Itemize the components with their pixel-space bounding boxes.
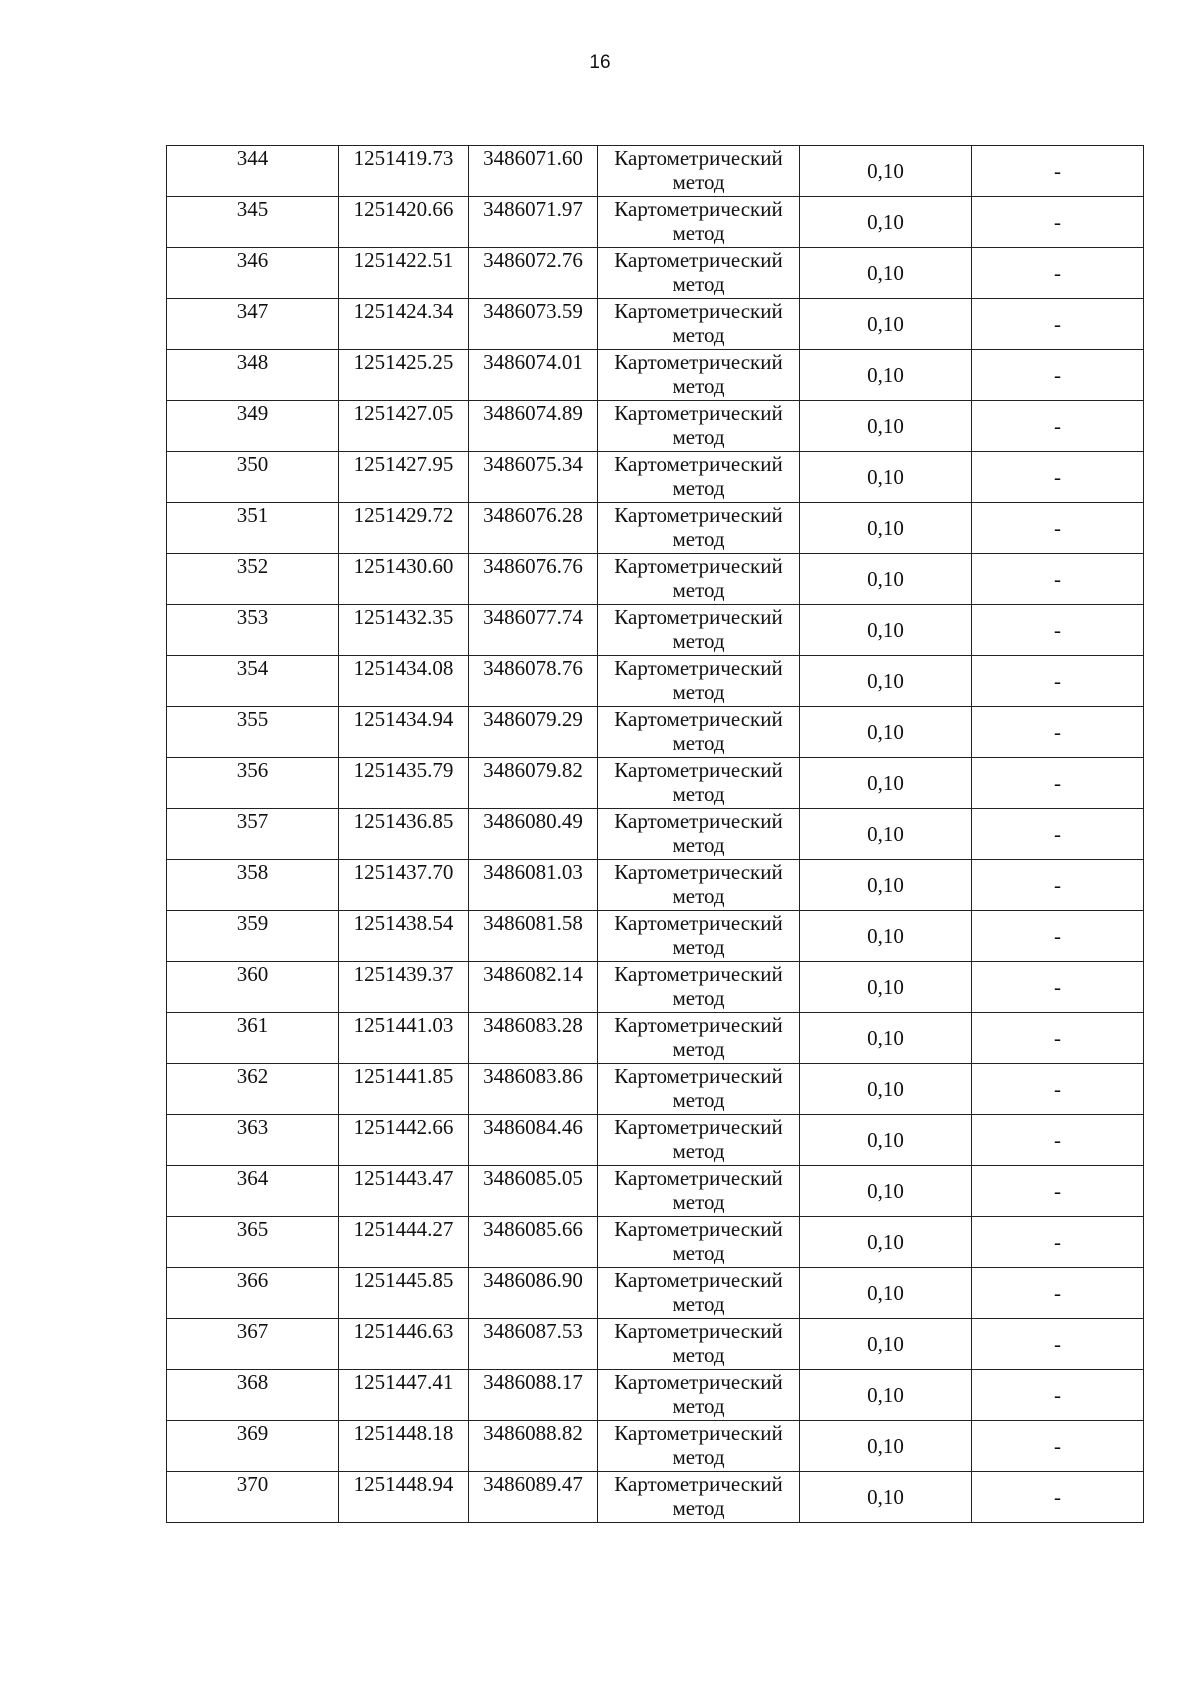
coordinates-table xyxy=(166,145,1144,1523)
note-cell: - xyxy=(972,1115,1144,1166)
method-line-2: метод xyxy=(672,1343,725,1367)
note-cell: - xyxy=(972,299,1144,350)
x-coordinate-cell: 1251441.85 xyxy=(339,1064,469,1115)
accuracy-cell: 0,10 xyxy=(800,146,972,197)
accuracy-cell: 0,10 xyxy=(800,248,972,299)
method-line-2: метод xyxy=(672,1445,725,1469)
method-line-1: Картометрический xyxy=(614,707,783,731)
method-cell xyxy=(598,1115,800,1166)
point-number-cell: 367 xyxy=(167,1319,339,1370)
method-line-2: метод xyxy=(672,272,725,296)
method-line-2: метод xyxy=(672,476,725,500)
accuracy-cell: 0,10 xyxy=(800,1217,972,1268)
point-number-cell: 351 xyxy=(167,503,339,554)
method-line-2: метод xyxy=(672,425,725,449)
method-line-2: метод xyxy=(672,782,725,806)
x-coordinate-cell: 1251441.03 xyxy=(339,1013,469,1064)
method-cell xyxy=(598,146,800,197)
y-coordinate-cell: 3486085.05 xyxy=(469,1166,598,1217)
note-cell: - xyxy=(972,248,1144,299)
table-row xyxy=(167,860,1144,911)
table-row xyxy=(167,299,1144,350)
x-coordinate-cell: 1251425.25 xyxy=(339,350,469,401)
table-row xyxy=(167,1472,1144,1523)
x-coordinate-cell: 1251443.47 xyxy=(339,1166,469,1217)
note-cell: - xyxy=(972,1472,1144,1523)
method-cell xyxy=(598,197,800,248)
method-cell xyxy=(598,605,800,656)
method-line-1: Картометрический xyxy=(614,605,783,629)
method-line-1: Картометрический xyxy=(614,1166,783,1190)
method-line-1: Картометрический xyxy=(614,452,783,476)
method-line-2: метод xyxy=(672,221,725,245)
x-coordinate-cell: 1251429.72 xyxy=(339,503,469,554)
method-line-2: метод xyxy=(672,884,725,908)
note-cell: - xyxy=(972,452,1144,503)
point-number-cell: 356 xyxy=(167,758,339,809)
table-row xyxy=(167,605,1144,656)
accuracy-cell: 0,10 xyxy=(800,1064,972,1115)
method-line-2: метод xyxy=(672,1088,725,1112)
y-coordinate-cell: 3486075.34 xyxy=(469,452,598,503)
x-coordinate-cell: 1251448.94 xyxy=(339,1472,469,1523)
x-coordinate-cell: 1251430.60 xyxy=(339,554,469,605)
point-number-cell: 353 xyxy=(167,605,339,656)
note-cell: - xyxy=(972,350,1144,401)
x-coordinate-cell: 1251439.37 xyxy=(339,962,469,1013)
method-line-1: Картометрический xyxy=(614,554,783,578)
method-cell xyxy=(598,1064,800,1115)
method-line-1: Картометрический xyxy=(614,503,783,527)
x-coordinate-cell: 1251435.79 xyxy=(339,758,469,809)
y-coordinate-cell: 3486088.82 xyxy=(469,1421,598,1472)
accuracy-cell: 0,10 xyxy=(800,503,972,554)
method-cell xyxy=(598,350,800,401)
method-line-1: Картометрический xyxy=(614,146,783,170)
table-row xyxy=(167,248,1144,299)
method-cell xyxy=(598,452,800,503)
x-coordinate-cell: 1251448.18 xyxy=(339,1421,469,1472)
x-coordinate-cell: 1251446.63 xyxy=(339,1319,469,1370)
method-line-2: метод xyxy=(672,629,725,653)
method-cell xyxy=(598,1166,800,1217)
y-coordinate-cell: 3486074.89 xyxy=(469,401,598,452)
x-coordinate-cell: 1251427.95 xyxy=(339,452,469,503)
table-row xyxy=(167,707,1144,758)
y-coordinate-cell: 3486084.46 xyxy=(469,1115,598,1166)
method-line-1: Картометрический xyxy=(614,860,783,884)
method-line-1: Картометрический xyxy=(614,197,783,221)
table-row xyxy=(167,197,1144,248)
y-coordinate-cell: 3486082.14 xyxy=(469,962,598,1013)
x-coordinate-cell: 1251424.34 xyxy=(339,299,469,350)
method-line-2: метод xyxy=(672,1292,725,1316)
accuracy-cell: 0,10 xyxy=(800,1421,972,1472)
method-cell xyxy=(598,401,800,452)
y-coordinate-cell: 3486087.53 xyxy=(469,1319,598,1370)
x-coordinate-cell: 1251444.27 xyxy=(339,1217,469,1268)
method-cell xyxy=(598,1472,800,1523)
y-coordinate-cell: 3486083.28 xyxy=(469,1013,598,1064)
y-coordinate-cell: 3486078.76 xyxy=(469,656,598,707)
accuracy-cell: 0,10 xyxy=(800,1319,972,1370)
method-line-1: Картометрический xyxy=(614,809,783,833)
method-line-2: метод xyxy=(672,1190,725,1214)
y-coordinate-cell: 3486076.76 xyxy=(469,554,598,605)
accuracy-cell: 0,10 xyxy=(800,758,972,809)
point-number-cell: 358 xyxy=(167,860,339,911)
method-cell xyxy=(598,656,800,707)
method-line-2: метод xyxy=(672,323,725,347)
y-coordinate-cell: 3486074.01 xyxy=(469,350,598,401)
y-coordinate-cell: 3486071.60 xyxy=(469,146,598,197)
point-number-cell: 364 xyxy=(167,1166,339,1217)
note-cell: - xyxy=(972,1268,1144,1319)
y-coordinate-cell: 3486080.49 xyxy=(469,809,598,860)
method-cell xyxy=(598,758,800,809)
note-cell: - xyxy=(972,1013,1144,1064)
y-coordinate-cell: 3486088.17 xyxy=(469,1370,598,1421)
point-number-cell: 360 xyxy=(167,962,339,1013)
method-line-2: метод xyxy=(672,833,725,857)
point-number-cell: 355 xyxy=(167,707,339,758)
method-line-2: метод xyxy=(672,1394,725,1418)
table-row xyxy=(167,1166,1144,1217)
note-cell: - xyxy=(972,1370,1144,1421)
method-cell xyxy=(598,299,800,350)
method-line-1: Картометрический xyxy=(614,1421,783,1445)
method-line-2: метод xyxy=(672,680,725,704)
table-row xyxy=(167,1217,1144,1268)
table-row xyxy=(167,503,1144,554)
method-line-1: Картометрический xyxy=(614,758,783,782)
method-cell xyxy=(598,962,800,1013)
accuracy-cell: 0,10 xyxy=(800,1115,972,1166)
method-cell xyxy=(598,1421,800,1472)
method-line-1: Картометрический xyxy=(614,1217,783,1241)
note-cell: - xyxy=(972,707,1144,758)
table-row xyxy=(167,911,1144,962)
note-cell: - xyxy=(972,860,1144,911)
accuracy-cell: 0,10 xyxy=(800,911,972,962)
x-coordinate-cell: 1251420.66 xyxy=(339,197,469,248)
note-cell: - xyxy=(972,656,1144,707)
table-row xyxy=(167,1115,1144,1166)
x-coordinate-cell: 1251427.05 xyxy=(339,401,469,452)
point-number-cell: 347 xyxy=(167,299,339,350)
table-row xyxy=(167,452,1144,503)
x-coordinate-cell: 1251445.85 xyxy=(339,1268,469,1319)
method-cell xyxy=(598,1370,800,1421)
accuracy-cell: 0,10 xyxy=(800,197,972,248)
method-line-1: Картометрический xyxy=(614,656,783,680)
coordinates-table-body xyxy=(167,146,1144,1523)
method-line-2: метод xyxy=(672,170,725,194)
table-row xyxy=(167,758,1144,809)
accuracy-cell: 0,10 xyxy=(800,452,972,503)
point-number-cell: 362 xyxy=(167,1064,339,1115)
table-row xyxy=(167,554,1144,605)
note-cell: - xyxy=(972,1217,1144,1268)
method-line-2: метод xyxy=(672,1496,725,1520)
y-coordinate-cell: 3486076.28 xyxy=(469,503,598,554)
note-cell: - xyxy=(972,197,1144,248)
method-line-1: Картометрический xyxy=(614,350,783,374)
method-cell xyxy=(598,911,800,962)
point-number-cell: 363 xyxy=(167,1115,339,1166)
y-coordinate-cell: 3486072.76 xyxy=(469,248,598,299)
note-cell: - xyxy=(972,962,1144,1013)
method-cell xyxy=(598,860,800,911)
point-number-cell: 361 xyxy=(167,1013,339,1064)
note-cell: - xyxy=(972,758,1144,809)
method-line-1: Картометрический xyxy=(614,248,783,272)
page-number: 16 xyxy=(589,52,611,73)
table-row xyxy=(167,1064,1144,1115)
note-cell: - xyxy=(972,401,1144,452)
method-line-2: метод xyxy=(672,935,725,959)
y-coordinate-cell: 3486085.66 xyxy=(469,1217,598,1268)
point-number-cell: 346 xyxy=(167,248,339,299)
table-row xyxy=(167,1268,1144,1319)
accuracy-cell: 0,10 xyxy=(800,707,972,758)
x-coordinate-cell: 1251447.41 xyxy=(339,1370,469,1421)
point-number-cell: 359 xyxy=(167,911,339,962)
point-number-cell: 354 xyxy=(167,656,339,707)
point-number-cell: 350 xyxy=(167,452,339,503)
y-coordinate-cell: 3486089.47 xyxy=(469,1472,598,1523)
y-coordinate-cell: 3486079.29 xyxy=(469,707,598,758)
accuracy-cell: 0,10 xyxy=(800,1013,972,1064)
method-line-2: метод xyxy=(672,1139,725,1163)
point-number-cell: 344 xyxy=(167,146,339,197)
note-cell: - xyxy=(972,1319,1144,1370)
y-coordinate-cell: 3486086.90 xyxy=(469,1268,598,1319)
y-coordinate-cell: 3486073.59 xyxy=(469,299,598,350)
table-row xyxy=(167,350,1144,401)
method-line-1: Картометрический xyxy=(614,299,783,323)
method-line-2: метод xyxy=(672,1037,725,1061)
accuracy-cell: 0,10 xyxy=(800,350,972,401)
table-row xyxy=(167,1319,1144,1370)
accuracy-cell: 0,10 xyxy=(800,554,972,605)
method-line-1: Картометрический xyxy=(614,1319,783,1343)
point-number-cell: 345 xyxy=(167,197,339,248)
method-cell xyxy=(598,1217,800,1268)
method-line-1: Картометрический xyxy=(614,1472,783,1496)
accuracy-cell: 0,10 xyxy=(800,1472,972,1523)
x-coordinate-cell: 1251442.66 xyxy=(339,1115,469,1166)
method-cell xyxy=(598,707,800,758)
method-line-1: Картометрический xyxy=(614,1064,783,1088)
method-line-1: Картометрический xyxy=(614,1370,783,1394)
point-number-cell: 366 xyxy=(167,1268,339,1319)
y-coordinate-cell: 3486071.97 xyxy=(469,197,598,248)
accuracy-cell: 0,10 xyxy=(800,656,972,707)
accuracy-cell: 0,10 xyxy=(800,1370,972,1421)
note-cell: - xyxy=(972,503,1144,554)
method-cell xyxy=(598,1268,800,1319)
table-row xyxy=(167,809,1144,860)
table-row xyxy=(167,656,1144,707)
method-line-2: метод xyxy=(672,986,725,1010)
note-cell: - xyxy=(972,605,1144,656)
note-cell: - xyxy=(972,146,1144,197)
method-line-2: метод xyxy=(672,527,725,551)
y-coordinate-cell: 3486081.58 xyxy=(469,911,598,962)
method-cell xyxy=(598,809,800,860)
point-number-cell: 368 xyxy=(167,1370,339,1421)
accuracy-cell: 0,10 xyxy=(800,401,972,452)
method-line-1: Картометрический xyxy=(614,401,783,425)
method-line-2: метод xyxy=(672,1241,725,1265)
point-number-cell: 369 xyxy=(167,1421,339,1472)
accuracy-cell: 0,10 xyxy=(800,860,972,911)
y-coordinate-cell: 3486077.74 xyxy=(469,605,598,656)
point-number-cell: 365 xyxy=(167,1217,339,1268)
accuracy-cell: 0,10 xyxy=(800,1166,972,1217)
method-line-1: Картометрический xyxy=(614,1268,783,1292)
table-row xyxy=(167,401,1144,452)
accuracy-cell: 0,10 xyxy=(800,299,972,350)
table-row xyxy=(167,962,1144,1013)
method-line-2: метод xyxy=(672,374,725,398)
method-cell xyxy=(598,1319,800,1370)
x-coordinate-cell: 1251434.08 xyxy=(339,656,469,707)
point-number-cell: 352 xyxy=(167,554,339,605)
accuracy-cell: 0,10 xyxy=(800,605,972,656)
method-cell xyxy=(598,1013,800,1064)
method-line-1: Картометрический xyxy=(614,962,783,986)
point-number-cell: 349 xyxy=(167,401,339,452)
y-coordinate-cell: 3486081.03 xyxy=(469,860,598,911)
x-coordinate-cell: 1251422.51 xyxy=(339,248,469,299)
table-row xyxy=(167,1370,1144,1421)
x-coordinate-cell: 1251432.35 xyxy=(339,605,469,656)
table-row xyxy=(167,1421,1144,1472)
method-line-1: Картометрический xyxy=(614,1013,783,1037)
note-cell: - xyxy=(972,911,1144,962)
note-cell: - xyxy=(972,1166,1144,1217)
method-cell xyxy=(598,503,800,554)
note-cell: - xyxy=(972,554,1144,605)
note-cell: - xyxy=(972,1421,1144,1472)
method-line-2: метод xyxy=(672,578,725,602)
note-cell: - xyxy=(972,809,1144,860)
point-number-cell: 348 xyxy=(167,350,339,401)
method-cell xyxy=(598,554,800,605)
x-coordinate-cell: 1251419.73 xyxy=(339,146,469,197)
method-line-1: Картометрический xyxy=(614,1115,783,1139)
x-coordinate-cell: 1251436.85 xyxy=(339,809,469,860)
method-cell xyxy=(598,248,800,299)
x-coordinate-cell: 1251434.94 xyxy=(339,707,469,758)
table-row xyxy=(167,1013,1144,1064)
accuracy-cell: 0,10 xyxy=(800,962,972,1013)
accuracy-cell: 0,10 xyxy=(800,809,972,860)
x-coordinate-cell: 1251438.54 xyxy=(339,911,469,962)
x-coordinate-cell: 1251437.70 xyxy=(339,860,469,911)
point-number-cell: 357 xyxy=(167,809,339,860)
method-line-2: метод xyxy=(672,731,725,755)
table-row xyxy=(167,146,1144,197)
y-coordinate-cell: 3486083.86 xyxy=(469,1064,598,1115)
point-number-cell: 370 xyxy=(167,1472,339,1523)
accuracy-cell: 0,10 xyxy=(800,1268,972,1319)
y-coordinate-cell: 3486079.82 xyxy=(469,758,598,809)
note-cell: - xyxy=(972,1064,1144,1115)
method-line-1: Картометрический xyxy=(614,911,783,935)
